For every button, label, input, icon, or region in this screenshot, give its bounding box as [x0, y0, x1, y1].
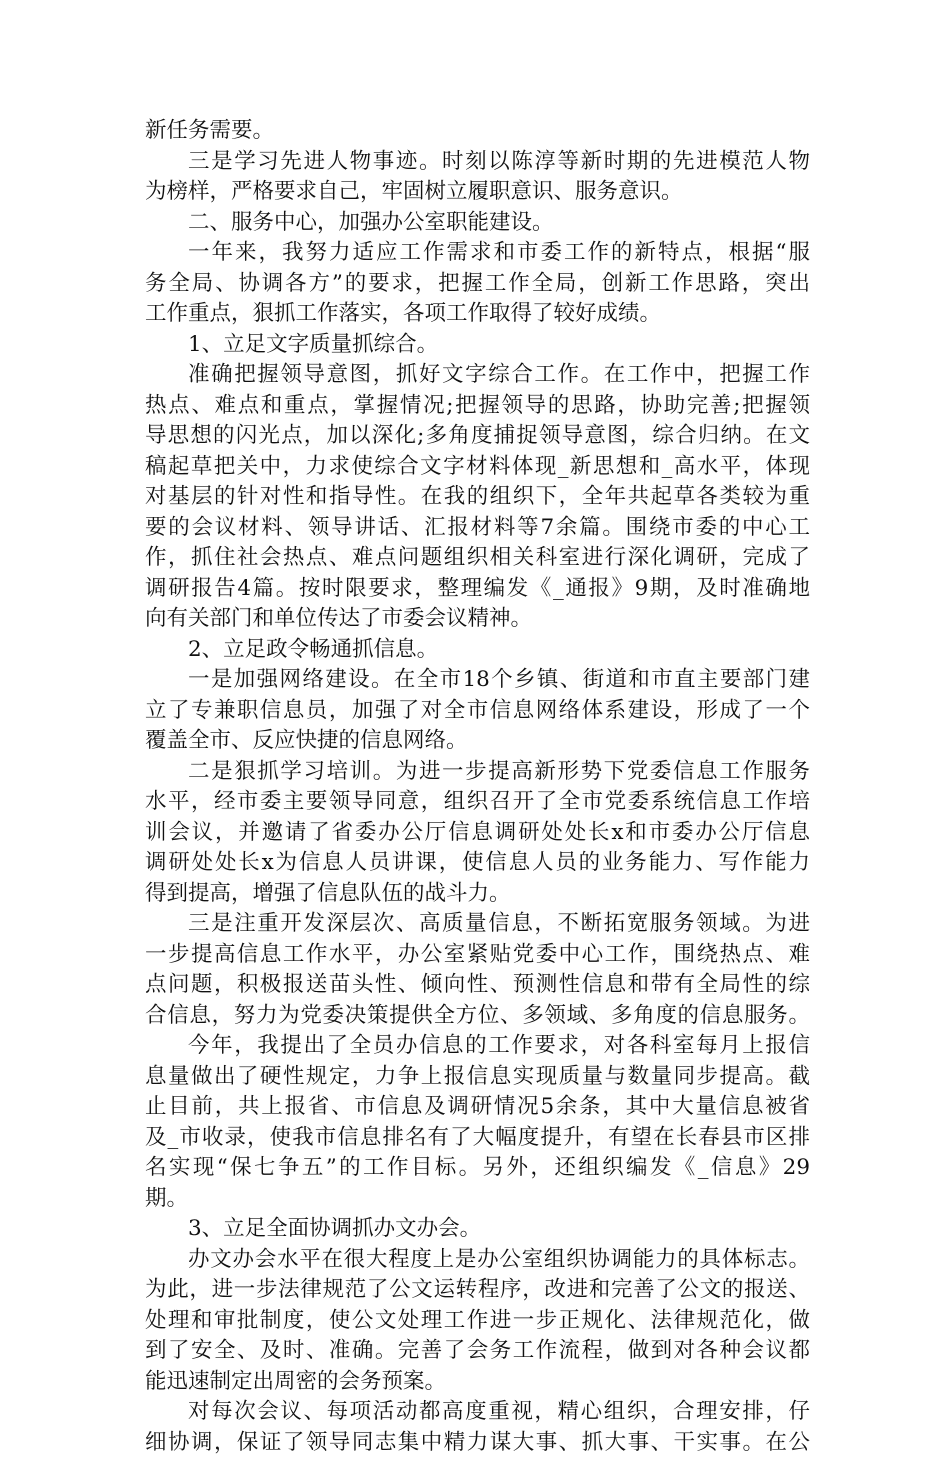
text-line: 一步提高信息工作水平，办公室紧贴党委中心工作，围绕热点、难: [145, 940, 810, 971]
text-line: 准确把握领导意图，抓好文字综合工作。在工作中，把握工作: [145, 360, 810, 391]
text-line: 为榜样，严格要求自己，牢固树立履职意识、服务意识。: [145, 177, 810, 208]
text-line: 覆盖全市、反应快捷的信息网络。: [145, 726, 810, 757]
text-line: 一是加强网络建设。在全市18个乡镇、街道和市直主要部门建: [145, 665, 810, 696]
text-line: 对基层的针对性和指导性。在我的组织下，全年共起草各类较为重: [145, 482, 810, 513]
text-line: 向有关部门和单位传达了市委会议精神。: [145, 604, 810, 635]
text-line: 调研报告4篇。按时限要求，整理编发《_通报》9期，及时准确地: [145, 574, 810, 605]
text-line: 2、立足政令畅通抓信息。: [145, 635, 810, 666]
text-line: 1、立足文字质量抓综合。: [145, 330, 810, 361]
text-line: 水平，经市委主要领导同意，组织召开了全市党委系统信息工作培: [145, 787, 810, 818]
text-line: 3、立足全面协调抓办文办会。: [145, 1214, 810, 1245]
text-line: 新任务需要。: [145, 116, 810, 147]
text-line: 稿起草把关中，力求使综合文字材料体现_新思想和_高水平，体现: [145, 452, 810, 483]
text-line: 二、服务中心，加强办公室职能建设。: [145, 208, 810, 239]
text-line: 为此，进一步法律规范了公文运转程序，改进和完善了公文的报送、: [145, 1275, 810, 1306]
text-line: 止目前，共上报省、市信息及调研情况5余条，其中大量信息被省: [145, 1092, 810, 1123]
document-body: [145, 116, 810, 1458]
text-line: 息量做出了硬性规定，力争上报信息实现质量与数量同步提高。截: [145, 1062, 810, 1093]
text-line: 三是学习先进人物事迹。时刻以陈淳等新时期的先进模范人物: [145, 147, 810, 178]
text-line: 调研处处长x为信息人员讲课，使信息人员的业务能力、写作能力: [145, 848, 810, 879]
text-line: 热点、难点和重点，掌握情况;把握领导的思路，协助完善;把握领: [145, 391, 810, 422]
text-line: 要的会议材料、领导讲话、汇报材料等7余篇。围绕市委的中心工: [145, 513, 810, 544]
text-line: 能迅速制定出周密的会务预案。: [145, 1367, 810, 1398]
text-line: 得到提高，增强了信息队伍的战斗力。: [145, 879, 810, 910]
text-line: 细协调，保证了领导同志集中精力谋大事、抓大事、干实事。在公: [145, 1428, 810, 1458]
text-line: 名实现“保七争五”的工作目标。另外，还组织编发《_信息》29: [145, 1153, 810, 1184]
text-line: 导思想的闪光点，加以深化;多角度捕捉领导意图，综合归纳。在文: [145, 421, 810, 452]
text-line: 今年，我提出了全员办信息的工作要求，对各科室每月上报信: [145, 1031, 810, 1062]
text-line: 到了安全、及时、准确。完善了会务工作流程，做到对各种会议都: [145, 1336, 810, 1367]
text-line: 作，抓住社会热点、难点问题组织相关科室进行深化调研，完成了: [145, 543, 810, 574]
text-line: 三是注重开发深层次、高质量信息，不断拓宽服务领域。为进: [145, 909, 810, 940]
text-line: 对每次会议、每项活动都高度重视，精心组织，合理安排，仔: [145, 1397, 810, 1428]
text-line: 立了专兼职信息员，加强了对全市信息网络体系建设，形成了一个: [145, 696, 810, 727]
text-line: 合信息，努力为党委决策提供全方位、多领域、多角度的信息服务。: [145, 1001, 810, 1032]
text-line: 点问题，积极报送苗头性、倾向性、预测性信息和带有全局性的综: [145, 970, 810, 1001]
text-line: 务全局、协调各方”的要求，把握工作全局，创新工作思路，突出: [145, 269, 810, 300]
text-line: 训会议，并邀请了省委办公厅信息调研处处长x和市委办公厅信息: [145, 818, 810, 849]
text-line: 处理和审批制度，使公文处理工作进一步正规化、法律规范化，做: [145, 1306, 810, 1337]
text-line: 工作重点，狠抓工作落实，各项工作取得了较好成绩。: [145, 299, 810, 330]
text-line: 二是狠抓学习培训。为进一步提高新形势下党委信息工作服务: [145, 757, 810, 788]
text-line: 一年来，我努力适应工作需求和市委工作的新特点，根据“服: [145, 238, 810, 269]
text-line: 及_市收录，使我市信息排名有了大幅度提升，有望在长春县市区排: [145, 1123, 810, 1154]
text-line: 办文办会水平在很大程度上是办公室组织协调能力的具体标志。: [145, 1245, 810, 1276]
text-line: 期。: [145, 1184, 810, 1215]
